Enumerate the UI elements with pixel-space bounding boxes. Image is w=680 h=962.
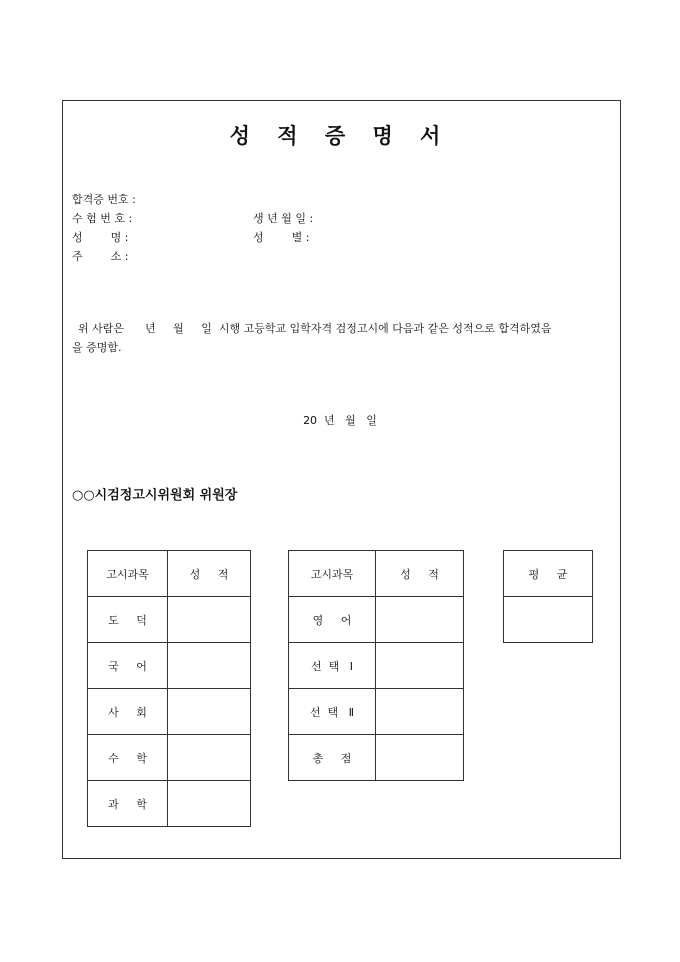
subject-cell: 선 택 Ⅰ [289, 643, 376, 689]
header-subject: 고시과목 [88, 551, 168, 597]
name-label: 성 명 : [72, 231, 129, 244]
subject-cell: 과 학 [88, 781, 168, 827]
scores-table-2 [288, 550, 464, 781]
subject-cell: 도 덕 [88, 597, 168, 643]
table-row [289, 735, 464, 781]
issuer: ○○시검정고시위원회 위원장 [72, 488, 238, 503]
subject-cell: 사 회 [88, 689, 168, 735]
table-row [504, 551, 593, 597]
score-cell [376, 689, 464, 735]
score-cell [168, 735, 251, 781]
address-label: 주 소 : [72, 250, 129, 263]
score-cell [168, 689, 251, 735]
table-row [289, 643, 464, 689]
header-average: 평 균 [504, 551, 593, 597]
average-cell [504, 597, 593, 643]
table-row [289, 551, 464, 597]
table-row [88, 551, 251, 597]
pass-number-label: 합격증 번호 : [72, 193, 136, 206]
score-cell [168, 597, 251, 643]
subject-cell: 총 점 [289, 735, 376, 781]
score-cell [168, 643, 251, 689]
header-score: 성 적 [168, 551, 251, 597]
average-table [503, 550, 593, 643]
table-row [88, 597, 251, 643]
issue-date: 20 년 월 일 [303, 414, 377, 427]
subject-cell: 국 어 [88, 643, 168, 689]
exam-number-label: 수 험 번 호 : [72, 212, 133, 225]
score-cell [376, 643, 464, 689]
table-row [289, 689, 464, 735]
scores-table-1 [87, 550, 251, 827]
table-row [289, 597, 464, 643]
header-subject: 고시과목 [289, 551, 376, 597]
document-title: 성 적 증 명 서 [229, 124, 451, 148]
score-cell [168, 781, 251, 827]
score-cell [376, 735, 464, 781]
subject-cell: 영 어 [289, 597, 376, 643]
subject-cell: 수 학 [88, 735, 168, 781]
table-row [88, 735, 251, 781]
statement-line-1: 위 사람은 년 월 일 시행 고등학교 입학자격 검정고시에 다음과 같은 성적으로 합격하였음 [78, 322, 552, 335]
gender-label: 성 별 : [253, 231, 310, 244]
table-row [88, 781, 251, 827]
statement-line-2: 을 증명함. [72, 341, 122, 354]
header-score: 성 적 [376, 551, 464, 597]
table-row [88, 643, 251, 689]
subject-cell: 선 택 Ⅱ [289, 689, 376, 735]
score-cell [376, 597, 464, 643]
table-row [88, 689, 251, 735]
table-row [504, 597, 593, 643]
birth-date-label: 생 년 월 일 : [253, 212, 314, 225]
